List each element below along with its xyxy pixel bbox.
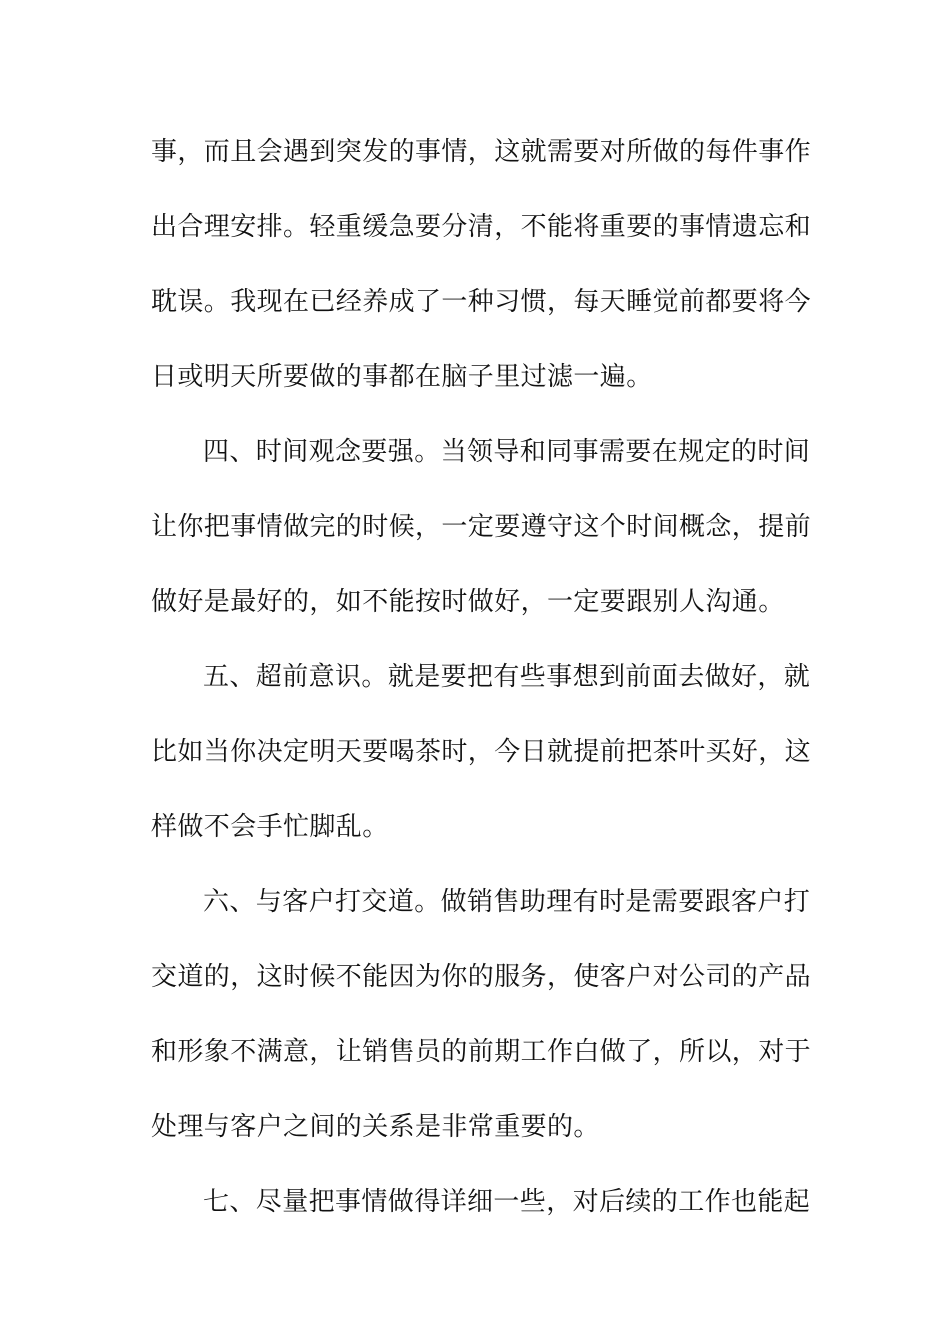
text-line: 做好是最好的，如不能按时做好，一定要跟别人沟通。 xyxy=(151,587,785,617)
text-line: 交道的，这时候不能因为你的服务，使客户对公司的产品 xyxy=(151,962,812,992)
text-line: 事，而且会遇到突发的事情，这就需要对所做的每件事作 xyxy=(151,137,812,167)
text-line: 日或明天所要做的事都在脑子里过滤一遍。 xyxy=(151,362,653,392)
text-line: 四、时间观念要强。当领导和同事需要在规定的时间 xyxy=(203,437,811,467)
text-line: 让你把事情做完的时候，一定要遵守这个时间概念，提前 xyxy=(151,512,812,542)
text-line: 耽误。我现在已经养成了一种习惯，每天睡觉前都要将今 xyxy=(151,287,812,317)
text-line: 七、尽量把事情做得详细一些，对后续的工作也能起 xyxy=(203,1187,811,1217)
text-line: 五、超前意识。就是要把有些事想到前面去做好，就 xyxy=(203,662,811,692)
text-line: 出合理安排。轻重缓急要分清，不能将重要的事情遗忘和 xyxy=(151,212,812,242)
text-line: 六、与客户打交道。做销售助理有时是需要跟客户打 xyxy=(203,887,811,917)
body-text xyxy=(151,128,812,1253)
text-line: 和形象不满意，让销售员的前期工作白做了，所以，对于 xyxy=(151,1037,812,1067)
text-line: 处理与客户之间的关系是非常重要的。 xyxy=(151,1112,600,1142)
text-line: 比如当你决定明天要喝茶时，今日就提前把茶叶买好，这 xyxy=(151,737,812,767)
text-line: 样做不会手忙脚乱。 xyxy=(151,812,389,842)
